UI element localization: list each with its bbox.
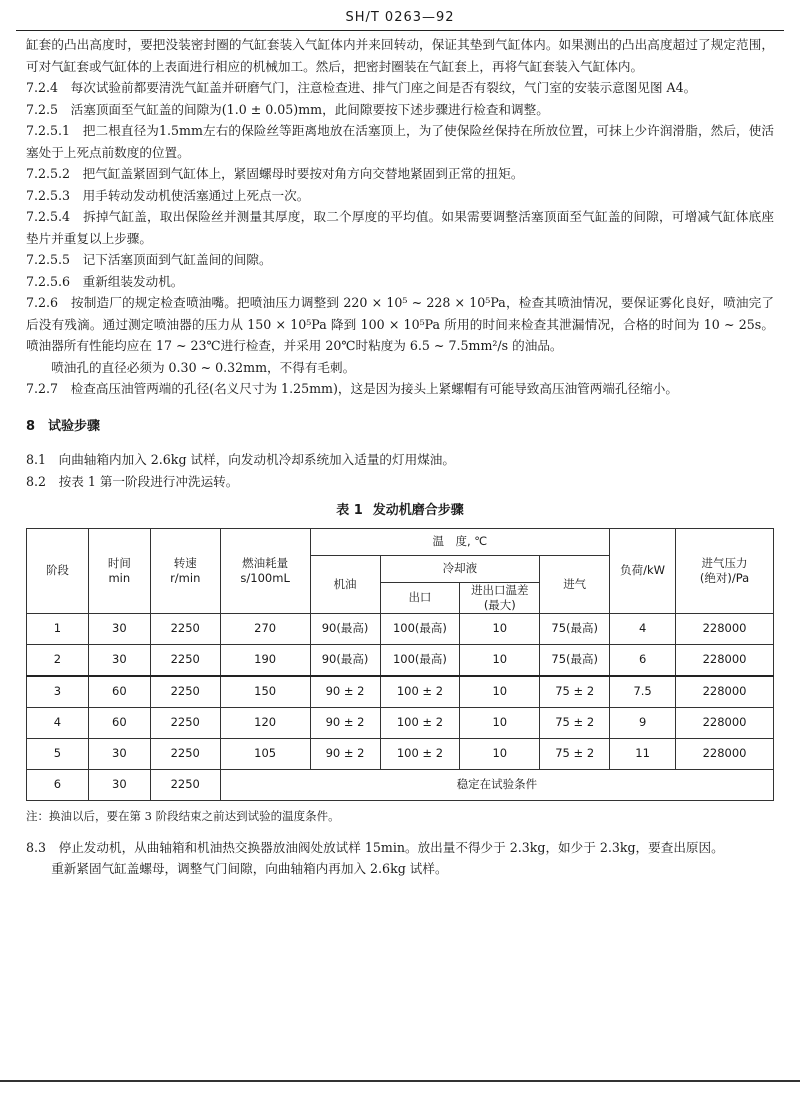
cell-oil: 90 ± 2: [310, 676, 380, 708]
cell-stage: 6: [27, 769, 89, 800]
cell-fuel: 150: [220, 676, 310, 708]
cell-stage: 3: [27, 676, 89, 708]
header-temperature: 温 度, ℃: [310, 528, 610, 555]
cell-time: 30: [88, 738, 150, 769]
table-row: [27, 644, 774, 676]
cell-stage: 4: [27, 707, 89, 738]
cell-pressure: 228000: [676, 644, 774, 676]
cell-intake: 75 ± 2: [540, 676, 610, 708]
cell-oil: 90 ± 2: [310, 707, 380, 738]
header-speed: 转速 r/min: [150, 528, 220, 613]
cell-speed: 2250: [150, 707, 220, 738]
header-load: 负荷/kW: [610, 528, 676, 613]
paragraph-7-2-7: 7.2.7 检查高压油管两端的孔径(名义尺寸为 1.25mm)，这是因为接头上紧螺帽有可能导致高压油管两端孔径缩小。: [26, 381, 678, 396]
cell-oil: 90(最高): [310, 613, 380, 644]
cell-intake: 75(最高): [540, 644, 610, 676]
table-row: [27, 769, 774, 800]
table-title: 发动机磨合步骤: [372, 503, 464, 518]
cell-time: 30: [88, 769, 150, 800]
engine-break-in-table: [26, 528, 774, 801]
cell-oil: 90 ± 2: [310, 738, 380, 769]
table-row: [27, 707, 774, 738]
table-row: [27, 738, 774, 769]
paragraph-7-2-5-6: 7.2.5.6 重新组装发动机。: [26, 273, 184, 289]
cell-fuel: 190: [220, 644, 310, 676]
paragraph-7-2-5-3: 7.2.5.3 用手转动发动机使活塞通过上死点一次。: [26, 187, 310, 203]
cell-pressure: 228000: [676, 738, 774, 769]
page-body: [26, 34, 774, 880]
cell-speed: 2250: [150, 676, 220, 708]
cell-outlet: 100 ± 2: [380, 707, 460, 738]
paragraph-8-1: 8.1 向曲轴箱内加入 2.6kg 试样，向发动机冷却系统加入适量的灯用煤油。: [26, 452, 455, 467]
cell-speed: 2250: [150, 644, 220, 676]
cell-speed: 2250: [150, 769, 220, 800]
cell-merged-condition: 稳定在试验条件: [220, 769, 773, 800]
header-pressure: 进气压力 (绝对)/Pa: [676, 528, 774, 613]
cell-diff: 10: [460, 738, 540, 769]
cell-outlet: 100 ± 2: [380, 738, 460, 769]
cell-fuel: 270: [220, 613, 310, 644]
header-coolant: 冷却液: [380, 555, 540, 582]
table-note: 注：换油以后，要在第 3 阶段结束之前达到试验的温度条件。: [26, 808, 340, 823]
cell-outlet: 100 ± 2: [380, 676, 460, 708]
cell-intake: 75(最高): [540, 613, 610, 644]
paragraph-8-2: 8.2 按表 1 第一阶段进行冲洗运转。: [26, 473, 239, 489]
header-outlet: 出口: [380, 582, 460, 613]
paragraph-7-2-4: 7.2.4 每次试验前都要清洗气缸盖并研磨气门，注意检查进、排气门座之间是否有裂纹，气门室的安装示意图见图 A4。: [26, 80, 697, 95]
cell-fuel: 120: [220, 707, 310, 738]
paragraph-refill: 重新紧固气缸盖螺母，调整气门间隙，向曲轴箱内再加入 2.6kg 试样。: [51, 861, 448, 876]
paragraph-8-3: 8.3 停止发动机，从曲轴箱和机油热交换器放油阀处放试样 15min。放出量不得少于 2.3kg，如少于 2.3kg，要查出原因。: [26, 839, 724, 855]
paragraph-7-2-5-5: 7.2.5.5 记下活塞顶面到气缸盖间的间隙。: [26, 252, 272, 267]
cell-load: 7.5: [610, 676, 676, 708]
header-rule: [16, 30, 784, 31]
paragraph-7-2-6: 7.2.6 按制造厂的规定检查喷油嘴。把喷油压力调整到 220 × 10⁵ ~ 228 × 10⁵Pa，检查其喷油情况，要保证雾化良好，喷油完了后没有残滴。通过测定喷油器的压力从 150 × 10⁵Pa 降到 100 × 10⁵Pa 所用的时间来检查其泄漏情况，合格的时间为 10 ~ 25s。喷油器所有性能均应在 17 ~ 23℃进行检查，并采用 20℃时粘度为 6.5 ~ 7.5mm²/s 的油品。: [26, 295, 774, 353]
cell-stage: 2: [27, 644, 89, 676]
cell-time: 60: [88, 707, 150, 738]
cell-pressure: 228000: [676, 613, 774, 644]
header-oil: 机油: [310, 555, 380, 613]
header-inout-diff: 进出口温差 (最大): [460, 582, 540, 613]
cell-time: 30: [88, 613, 150, 644]
cell-oil: 90(最高): [310, 644, 380, 676]
cell-stage: 1: [27, 613, 89, 644]
table-row: [27, 676, 774, 708]
cell-outlet: 100(最高): [380, 613, 460, 644]
cell-time: 30: [88, 644, 150, 676]
cell-diff: 10: [460, 707, 540, 738]
cell-pressure: 228000: [676, 707, 774, 738]
paragraph-7-2-5-2: 7.2.5.2 把气缸盖紧固到气缸体上，紧固螺母时要按对角方向交替地紧固到正常的扭矩。: [26, 166, 524, 181]
cell-diff: 10: [460, 644, 540, 676]
cell-speed: 2250: [150, 738, 220, 769]
cell-time: 60: [88, 676, 150, 708]
paragraph-7-2-5-1: 7.2.5.1 把二根直径为1.5mm左右的保险丝等距离地放在活塞顶上，为了使保险丝保持在所放位置，可抹上少许润滑脂，然后，使活塞处于上死点前数度的位置。: [26, 123, 774, 160]
cell-load: 6: [610, 644, 676, 676]
paragraph: 缸套的凸出高度时，要把没装密封圈的气缸套装入气缸体内并来回转动，保证其垫到气缸体内。如果测出的凸出高度超过了规定范围，可对气缸套或气缸体的上表面进行相应的机械加工。然后，把密封圈装在气缸套上，再将气缸套装入气缸体内。: [26, 37, 774, 74]
cell-diff: 10: [460, 676, 540, 708]
header-time: 时间 min: [88, 528, 150, 613]
cell-outlet: 100(最高): [380, 644, 460, 676]
header-fuel: 燃油耗量 s/100mL: [220, 528, 310, 613]
paragraph-nozzle-hole: 喷油孔的直径必须为 0.30 ~ 0.32mm，不得有毛刺。: [51, 359, 356, 375]
table-number: 表 1: [336, 503, 363, 518]
header-stage: 阶段: [27, 528, 89, 613]
header-intake: 进气: [540, 555, 610, 613]
cell-fuel: 105: [220, 738, 310, 769]
page-header: SH/T 0263—92: [345, 10, 455, 25]
section-title-8: 8 试验步骤: [26, 418, 101, 434]
cell-stage: 5: [27, 738, 89, 769]
cell-speed: 2250: [150, 613, 220, 644]
cell-load: 11: [610, 738, 676, 769]
table-row: [27, 613, 774, 644]
cell-load: 9: [610, 707, 676, 738]
footer-rule: [0, 1080, 800, 1082]
table-caption: [26, 500, 774, 522]
cell-load: 4: [610, 613, 676, 644]
paragraph-7-2-5: 7.2.5 活塞顶面至气缸盖的间隙为(1.0 ± 0.05)mm，此间隙要按下述步骤进行检查和调整。: [26, 101, 549, 117]
table-body: [27, 613, 774, 800]
cell-intake: 75 ± 2: [540, 738, 610, 769]
paragraph-7-2-5-4: 7.2.5.4 拆掉气缸盖，取出保险丝并测量其厚度，取二个厚度的平均值。如果需要调整活塞顶面至气缸盖的间隙，可增减气缸体底座垫片并重复以上步骤。: [26, 209, 774, 246]
cell-intake: 75 ± 2: [540, 707, 610, 738]
cell-diff: 10: [460, 613, 540, 644]
cell-pressure: 228000: [676, 676, 774, 708]
